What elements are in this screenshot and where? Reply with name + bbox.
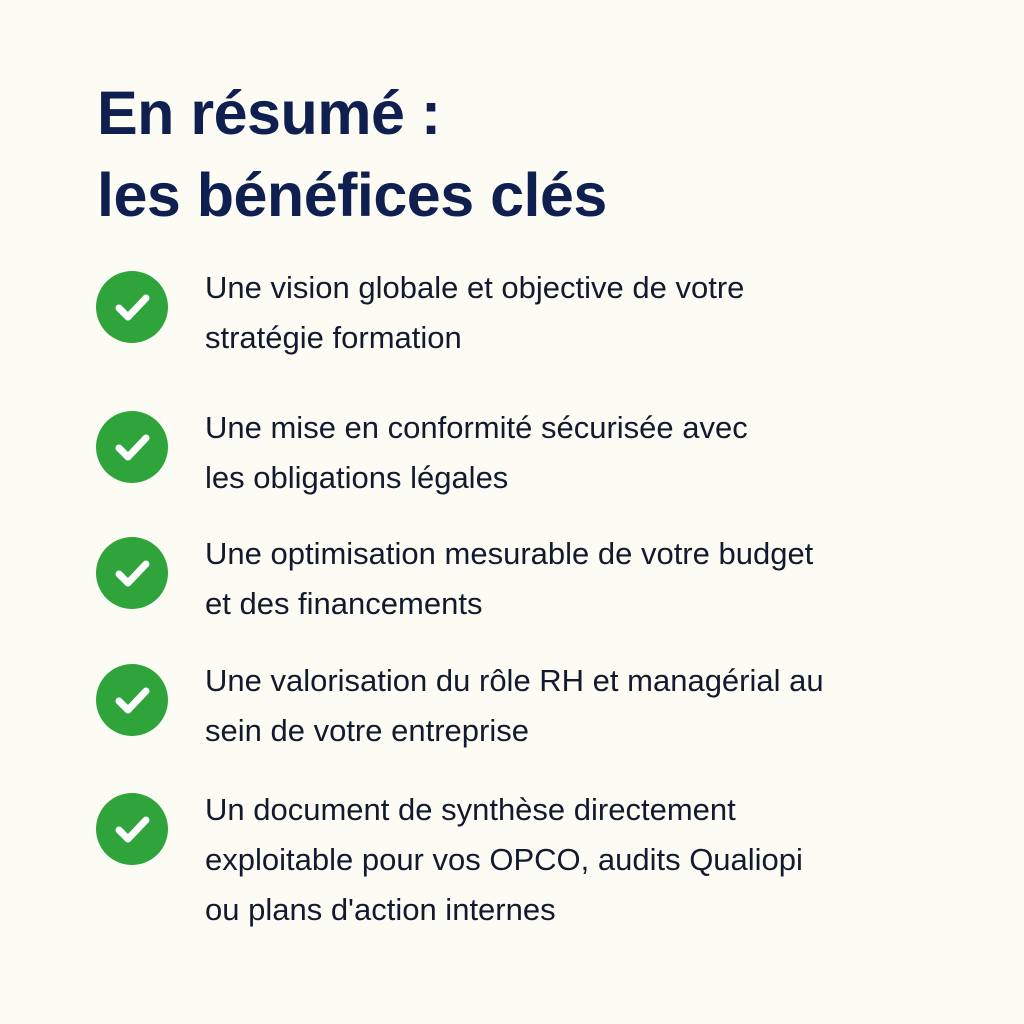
benefit-text-line: Une valorisation du rôle RH et managérial au <box>205 663 824 698</box>
benefit-text <box>205 785 965 935</box>
benefit-text <box>205 529 965 629</box>
page-title <box>97 72 607 236</box>
benefit-text-line: Une mise en conformité sécurisée avec <box>205 410 748 445</box>
benefit-text <box>205 263 965 363</box>
check-circle-icon <box>96 411 168 483</box>
check-circle-icon <box>96 664 168 736</box>
benefit-text <box>205 403 965 503</box>
check-circle-icon <box>96 537 168 609</box>
benefit-text-line: ou plans d'action internes <box>205 892 556 927</box>
benefit-text-line: stratégie formation <box>205 320 462 355</box>
benefit-text-line: Un document de synthèse directement <box>205 792 736 827</box>
title-line-1: En résumé : <box>97 79 441 147</box>
benefit-text-line: et des financements <box>205 586 483 621</box>
benefit-text-line: les obligations légales <box>205 460 509 495</box>
benefit-text-line: sein de votre entreprise <box>205 713 529 748</box>
title-line-2: les bénéfices clés <box>97 161 607 229</box>
benefit-text-line: Une vision globale et objective de votre <box>205 270 745 305</box>
benefit-text <box>205 656 965 756</box>
check-circle-icon <box>96 793 168 865</box>
check-circle-icon <box>96 271 168 343</box>
benefit-text-line: exploitable pour vos OPCO, audits Qualiopi <box>205 842 803 877</box>
benefit-text-line: Une optimisation mesurable de votre budget <box>205 536 814 571</box>
